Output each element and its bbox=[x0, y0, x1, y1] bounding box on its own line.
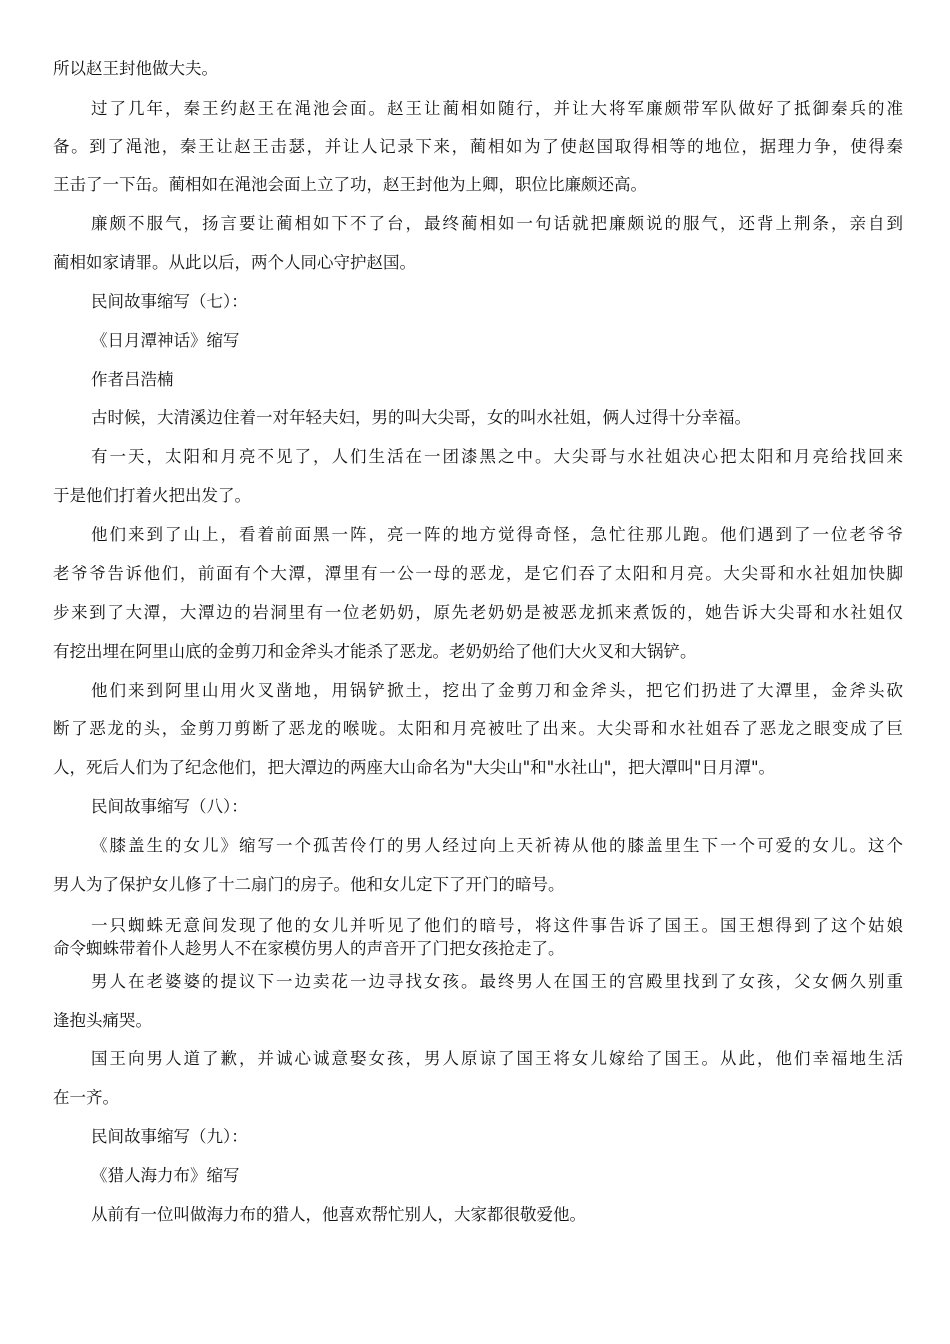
author-line: 作者吕浩楠 bbox=[91, 370, 174, 389]
section-heading: 民间故事缩写（八）： bbox=[91, 797, 248, 816]
story-title: 《猎人海力布》缩写 bbox=[91, 1166, 240, 1185]
text-line: 国王向男人道了歉，并诚心诚意娶女孩，男人原谅了国王将女儿嫁给了国王。从此，他们幸福地生活 bbox=[91, 1049, 903, 1068]
text-line: 王击了一下缶。蔺相如在渑池会面上立了功，赵王封他为上卿，职位比廉颇还高。 bbox=[53, 175, 647, 194]
text-line: 在一齐。 bbox=[53, 1088, 119, 1107]
text-line: 断了恶龙的头，金剪刀剪断了恶龙的喉咙。太阳和月亮被吐了出来。大尖哥和水社姐吞了恶龙之眼变成了巨 bbox=[53, 719, 903, 738]
text-line: 所以赵王封他做大夫。 bbox=[53, 59, 218, 78]
section-heading: 民间故事缩写（七）： bbox=[91, 292, 248, 311]
story-title: 《日月潭神话》缩写 bbox=[91, 331, 240, 350]
text-line: 过了几年，秦王约赵王在渑池会面。赵王让蔺相如随行，并让大将军廉颇带军队做好了抵御秦兵的准 bbox=[91, 99, 903, 118]
text-line: 男人为了保护女儿修了十二扇门的房子。他和女儿定下了开门的暗号。 bbox=[53, 875, 565, 894]
text-line: 于是他们打着火把出发了。 bbox=[53, 486, 251, 505]
text-line: 从前有一位叫做海力布的猎人，他喜欢帮忙别人，大家都很敬爱他。 bbox=[91, 1205, 586, 1224]
section-heading: 民间故事缩写（九）： bbox=[91, 1127, 248, 1146]
text-line: 廉颇不服气，扬言要让蔺相如下不了台，最终蔺相如一句话就把廉颇说的服气，还背上荆条，亲自到 bbox=[91, 214, 903, 233]
text-line: 古时候，大清溪边住着一对年轻夫妇，男的叫大尖哥，女的叫水社姐，俩人过得十分幸福。 bbox=[91, 408, 751, 427]
text-line: 备。到了渑池，秦王让赵王击瑟，并让人记录下来，蔺相如为了使赵国取得相等的地位，据理力争，使得秦 bbox=[53, 137, 903, 156]
text-line: 《膝盖生的女儿》缩写一个孤苦伶仃的男人经过向上天祈祷从他的膝盖里生下一个可爱的女儿。这个 bbox=[91, 836, 903, 855]
text-line: 人，死后人们为了纪念他们，把大潭边的两座大山命名为"大尖山"和"水社山"，把大潭叫"日月潭"。 bbox=[53, 758, 776, 777]
text-line: 一只蜘蛛无意间发现了他的女儿并听见了他们的暗号，将这件事告诉了国王。国王想得到了这个姑娘 bbox=[91, 916, 903, 935]
text-line: 蔺相如家请罪。从此以后，两个人同心守护赵国。 bbox=[53, 253, 416, 272]
text-line: 男人在老婆婆的提议下一边卖花一边寻找女孩。最终男人在国王的宫殿里找到了女孩，父女俩久别重 bbox=[91, 972, 903, 991]
text-line: 有挖出埋在阿里山底的金剪刀和金斧头才能杀了恶龙。老奶奶给了他们大火叉和大锅铲。 bbox=[53, 642, 697, 661]
text-line: 他们来到了山上，看着前面黑一阵，亮一阵的地方觉得奇怪，急忙往那儿跑。他们遇到了一位老爷爷 bbox=[91, 525, 903, 544]
text-line: 他们来到阿里山用火叉凿地，用锅铲掀土，挖出了金剪刀和金斧头，把它们扔进了大潭里，金斧头砍 bbox=[91, 681, 903, 700]
text-line: 老爷爷告诉他们，前面有个大潭，潭里有一公一母的恶龙，是它们吞了太阳和月亮。大尖哥和水社姐加快脚 bbox=[53, 564, 903, 583]
text-line: 逢抱头痛哭。 bbox=[53, 1011, 152, 1030]
text-line: 步来到了大潭，大潭边的岩洞里有一位老奶奶，原先老奶奶是被恶龙抓来煮饭的，她告诉大尖哥和水社姐仅 bbox=[53, 603, 903, 622]
text-line: 有一天，太阳和月亮不见了，人们生活在一团漆黑之中。大尖哥与水社姐决心把太阳和月亮给找回来 bbox=[91, 447, 903, 466]
text-line: 命令蜘蛛带着仆人趁男人不在家模仿男人的声音开了门把女孩抢走了。 bbox=[53, 939, 565, 958]
